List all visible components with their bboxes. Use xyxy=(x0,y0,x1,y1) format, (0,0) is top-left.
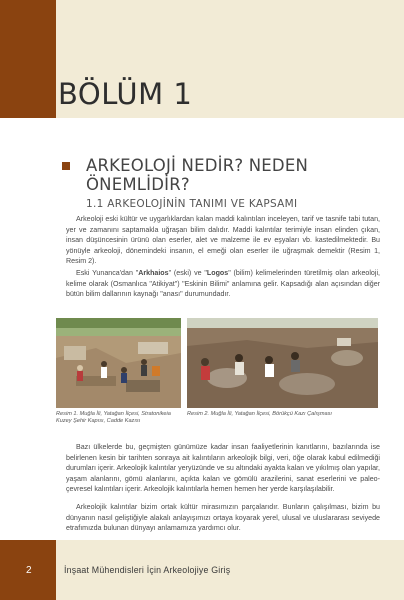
etymology-text-c: " (eski) ve " xyxy=(168,269,207,277)
running-title: İnşaat Mühendisleri İçin Arkeolojiye Giriş xyxy=(64,565,231,575)
header-accent-block xyxy=(0,0,56,118)
etymology-text-e: " (bilim) kelimelerinden türetilmiş olan arkeoloji, kelime olarak (Osmanlıca "Atikiyat") "Eskinin Bilimi" anlamına gelir. Kapsadığı alan açısından diğer bütün bilim dallarının kaynağı "anası" durumundadır. xyxy=(66,269,380,298)
section-heading-line2: ÖNEMLİDİR? xyxy=(86,175,190,194)
section-heading xyxy=(62,156,382,194)
term-logos: Logos xyxy=(206,269,229,277)
paragraph-definition: Arkeoloji eski kültür ve uygarlıklardan kalan maddi kalıntıları inceleyen, tarif ve tasnife tabi tutan, yer ve zamanını saptamakla uğraşan bilim dalıdır. Maddi kalıntılar terimiyle insan elinden çıkan, insan düşüncesinin ürünü olan eserler, alet ve malzeme ile ev eşyaları vb. kastedilmektedir. Bu yönüyle arkeoloji, dönemindeki insanın, el emeği olan eserler ile uğraşmak demektir (Resim 1, Resim 2). xyxy=(66,215,380,265)
figure-1-caption: Resim 1. Muğla İli, Yatağan İlçesi, Stratonikeia Kuzey Şehir Kapısı, Cadde Kazısı xyxy=(56,411,171,425)
paragraph-evidence: Bazı ülkelerde bu, geçmişten günümüze kadar insan faaliyetlerinin kanıtlarını, bazılarında ise belirlenen kesin bir tarihten sonraya ait kalıntıların arkeolojik bilgi, veri, öğe olarak kabul edilmediği durumları içerir. Arkeolojik kalıntılar yeryüzünde ve su altındaki ayakta kalan ve yıkılmış olan yapılar, yaşam alanlarını, gömü alanlarını, açıkta kalan ve gömülü arazilerini, sanat eserlerini ve paleo-çevresel kalıntıları içerir. Arkeolojik kalıntılarla hemen hemen her yerde karşılaşılabilir. xyxy=(66,443,380,493)
paragraph-etymology xyxy=(66,268,380,300)
section-heading-line1: ARKEOLOJİ NEDİR? NEDEN xyxy=(86,156,309,175)
paragraph-heritage: Arkeolojik kalıntılar bizim ortak kültür mirasımızın parçalarıdır. Bunların çalışılması, bizim bu dünyanın nasıl geliştiğiyle alakalı anlayışımızı ortaya koyarak yerel, ulusal ve uluslararası seviyede etrafımızda bulunan dünyayı anlamamıza yardımcı olur. xyxy=(66,503,380,532)
figure-2-caption: Resim 2. Muğla İli, Yatağan İlçesi, Börükçü Kazı Çalışması xyxy=(187,411,332,417)
chapter-title: BÖLÜM 1 xyxy=(58,77,193,111)
subsection-heading: 1.1 ARKEOLOJİNİN TANIMI VE KAPSAMI xyxy=(86,198,298,210)
page-number: 2 xyxy=(26,565,32,576)
photo-borukcu-excavation xyxy=(187,318,378,408)
photo-stratonikeia-excavation xyxy=(56,318,181,408)
etymology-text-a: Eski Yunanca'dan " xyxy=(76,269,139,277)
term-arkhaios: Arkhaios xyxy=(138,269,169,277)
